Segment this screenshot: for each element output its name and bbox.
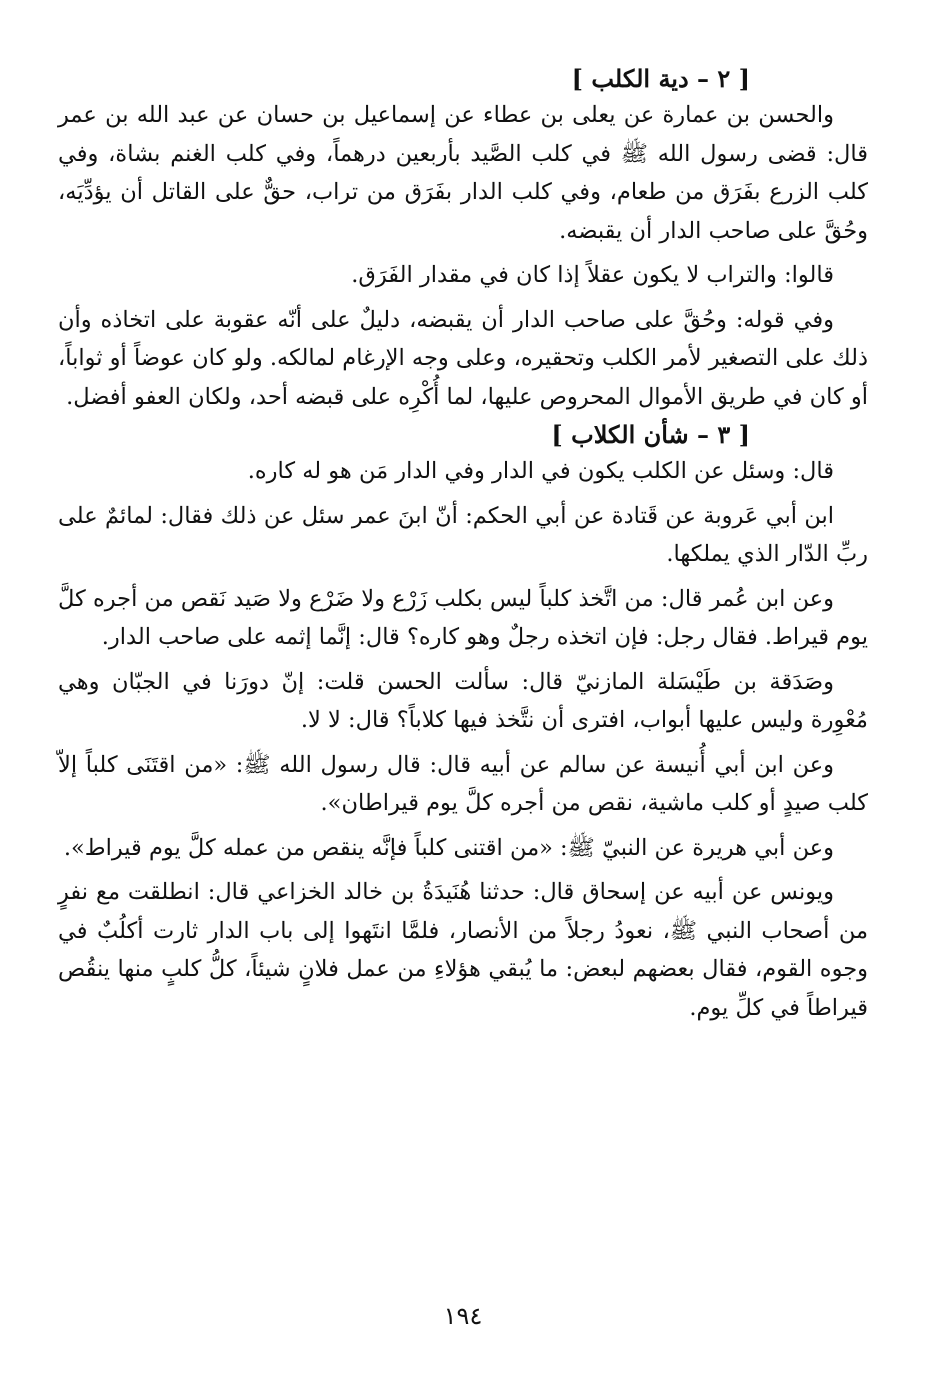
book-page	[58, 62, 868, 1362]
page-number: ١٩٤	[443, 1302, 483, 1330]
paragraph: والحسن بن عمارة عن يعلى بن عطاء عن إسماعيل بن حسان عن عبد الله بن عمر قال: قضى رسول الله ﷺ في كلب الصَّيد بأربعين درهماً، وفي كلب الغنم بشاة، وفي كلب الزرع بفَرَق من طعام، وفي كلب الدار بفَرَق من تراب، حقٌّ على القاتل أن يؤدِّيَه، وحُقَّ على صاحب الدار أن يقبضه.	[58, 102, 868, 244]
paragraph: وفي قوله: وحُقَّ على صاحب الدار أن يقبضه، دليلٌ على أنّه عقوبة على اتخاذه وأن ذلك على التصغير لأمر الكلب وتحقيره، وعلى وجه الإرغام لمالكه. ولو كان عوضاً أو ثواباً، أو كان في طريق الأموال المحروص عليها، لما أُكْرِه على قبضه أحد، ولكان العفو أفضل.	[58, 306, 868, 410]
section-heading-dogs-matter: [ ٣ – شأن الكلاب ]	[551, 420, 750, 449]
section-heading-dog-blood-money: [ ٢ – دية الكلب ]	[571, 64, 750, 93]
paragraph: قال: وسئل عن الكلب يكون في الدار وفي الدار مَن هو له كاره.	[247, 458, 834, 484]
paragraph: وعن ابن عُمر قال: من اتَّخذ كلباً ليس بكلب زَرْع ولا ضَرْع ولا صَيد نَقص من أجره كلَّ يوم قيراط. فقال رجل: فإن اتخذه رجلٌ وهو كاره؟ قال: إنَّما إثمه على صاحب الدار.	[58, 585, 868, 650]
paragraph: وعن أبي هريرة عن النبيّ ﷺ: «من اقتنى كلباً فإنَّه ينقص من عمله كلَّ يوم قيراط».	[63, 834, 834, 861]
paragraph: وصَدَقة بن طَيْسَلة المازنيّ قال: سألت الحسن قلت: إنّ دورَنا في الجبّان وهي مُعْوِرة وليس عليها أبواب، افترى أن نتَّخذ فيها كلاباً؟ قال: لا لا.	[58, 668, 868, 733]
paragraph: قالوا: والتراب لا يكون عقلاً إذا كان في مقدار الفَرَق.	[351, 262, 834, 288]
paragraph: وعن ابن أبي أُنيسة عن سالم عن أبيه قال: قال رسول الله ﷺ: «من اقتَنَى كلباً إلاّ كلب صيدٍ أو كلب ماشية، نقص من أجره كلَّ يوم قيراطان».	[58, 751, 868, 816]
paragraph: ابن أبي عَروبة عن قَتادة عن أبي الحكم: أنّ ابنَ عمر سئل عن ذلك فقال: لمائمٌ على ربِّ الدّار الذي يملكها.	[58, 502, 868, 567]
paragraph: ويونس عن أبيه عن إسحاق قال: حدثنا هُنَيدَةُ بن خالد الخزاعي قال: انطلقت مع نفرٍ من أصحاب النبي ﷺ، نعودُ رجلاً من الأنصار، فلمَّا انتَهوا إلى باب الدار ثارت أكلُبٌ في وجوه القوم، فقال بعضهم لبعض: ما يُبقي هؤلاءِ من عمل فلانٍ شيئاً، كلُّ كلبٍ منها ينقُص قيراطاً في كلِّ يوم.	[58, 879, 868, 1021]
